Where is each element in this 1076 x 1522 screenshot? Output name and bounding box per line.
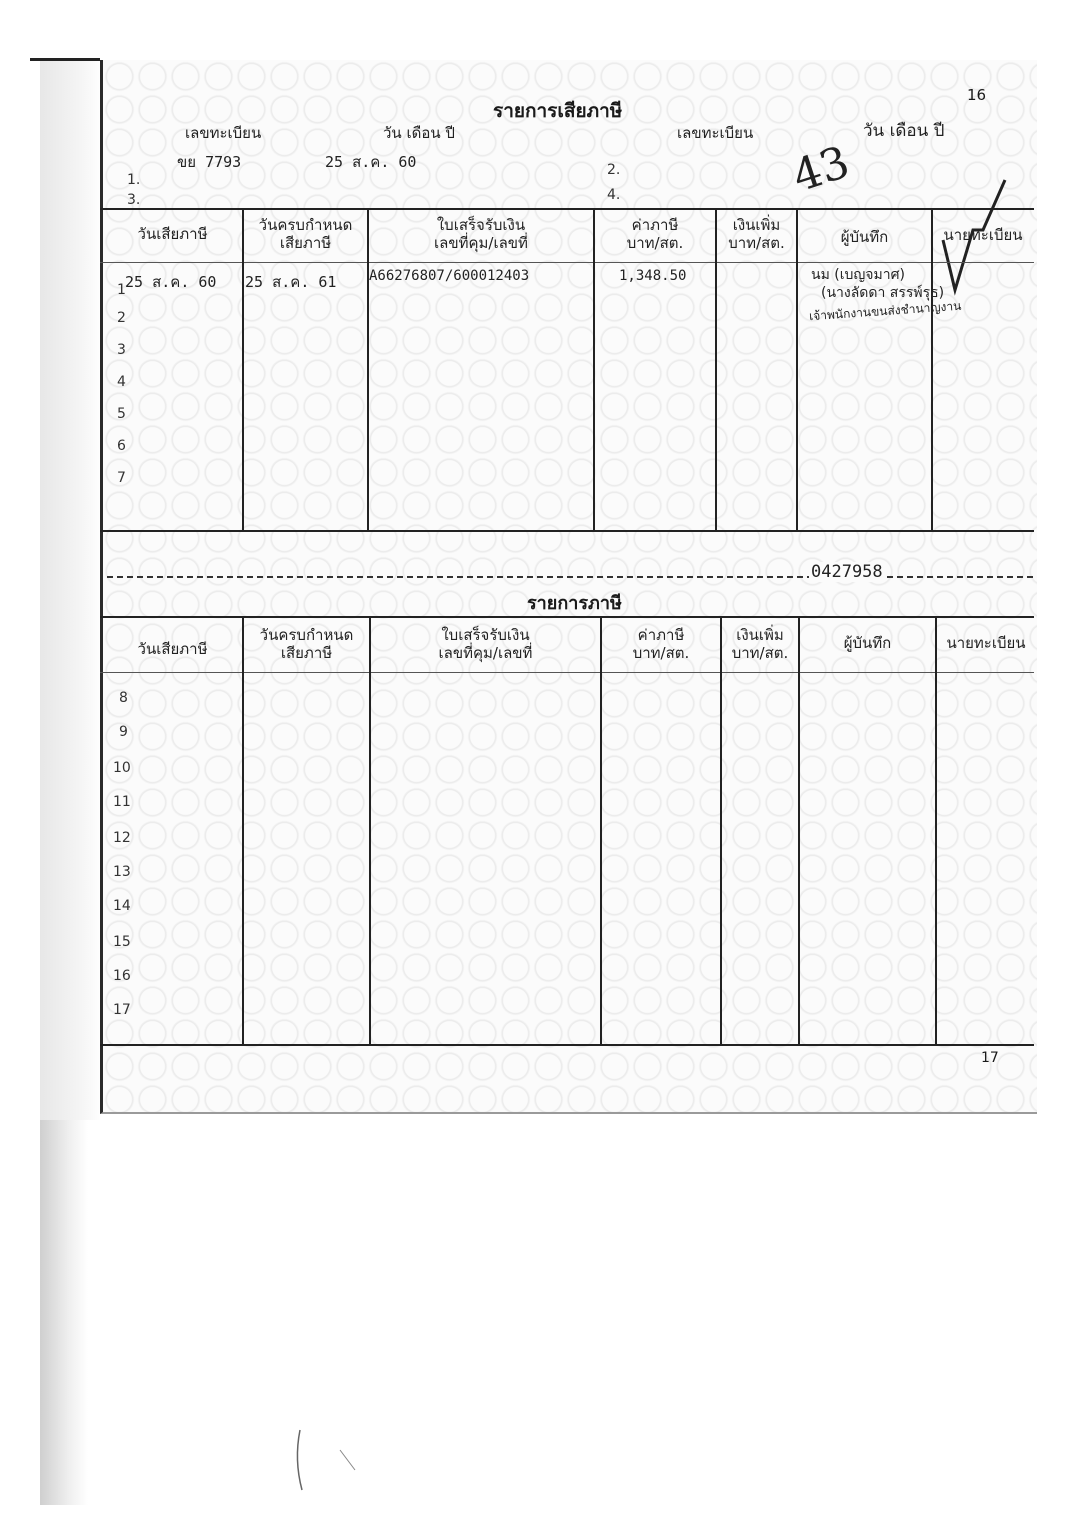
reg-date-1: 25 ส.ค. 60 bbox=[325, 153, 417, 171]
handwritten-mark: 43 bbox=[786, 136, 856, 203]
lower-col-recorder bbox=[800, 634, 935, 652]
upper-col-sep-2 bbox=[367, 208, 369, 532]
lower-col-tax-line2: บาท/สต. bbox=[632, 644, 690, 662]
upper-row-1-recorder-line2: (นางลัดดา สรรพ์รุธ) bbox=[821, 285, 945, 301]
upper-col-due-date bbox=[244, 216, 367, 252]
page-number-top: 16 bbox=[967, 86, 987, 104]
lower-col-tax-line1: ค่าภาษี bbox=[637, 626, 685, 644]
lower-table-header-bottom bbox=[100, 672, 1034, 673]
upper-col-tax bbox=[595, 216, 715, 252]
upper-row-1-tax: 1,348.50 bbox=[619, 268, 687, 284]
upper-col-sep-4 bbox=[715, 208, 717, 532]
lower-col-sep-6 bbox=[935, 616, 937, 1044]
upper-row-num-7: 7 bbox=[117, 470, 126, 486]
lower-col-pay-date-label: วันเสียภาษี bbox=[137, 640, 208, 658]
upper-col-surcharge-line1: เงินเพิ่ม bbox=[732, 216, 781, 234]
lower-row-num-8: 8 bbox=[119, 690, 128, 706]
lower-row-num-12: 12 bbox=[113, 830, 131, 846]
upper-col-receipt-line2: เลขที่คุม/เลขที่ bbox=[434, 234, 528, 252]
upper-col-sep-6 bbox=[931, 208, 933, 532]
upper-col-sep-3 bbox=[593, 208, 595, 532]
upper-row-num-4: 4 bbox=[117, 374, 126, 390]
lower-title: รายการภาษี bbox=[527, 593, 622, 614]
lower-table-bottom bbox=[100, 1044, 1034, 1046]
upper-col-registrar-label: นายทะเบียน bbox=[943, 226, 1023, 244]
lower-col-surcharge-line2: บาท/สต. bbox=[731, 644, 789, 662]
reg-header-left: เลขทะเบียน bbox=[185, 124, 262, 142]
upper-row-1-due-date: 25 ส.ค. 61 bbox=[245, 273, 337, 291]
reg-value-1: ขย 7793 bbox=[177, 153, 242, 171]
tax-record-page bbox=[100, 60, 1037, 1114]
lower-col-surcharge bbox=[722, 626, 798, 662]
upper-col-sep-1 bbox=[242, 208, 244, 532]
date-header-left: วัน เดือน ปี bbox=[383, 124, 455, 142]
upper-row-num-6: 6 bbox=[117, 438, 126, 454]
reg-num-4: 4. bbox=[607, 187, 621, 203]
lower-row-num-17: 17 bbox=[113, 1002, 131, 1018]
lower-col-sep-4 bbox=[720, 616, 722, 1044]
lower-col-due-date-line2: เสียภาษี bbox=[280, 644, 333, 662]
lower-col-surcharge-line1: เงินเพิ่ม bbox=[736, 626, 784, 644]
upper-col-pay-date-label: วันเสียภาษี bbox=[137, 225, 208, 243]
lower-col-recorder-label: ผู้บันทึก bbox=[843, 634, 892, 652]
lower-col-receipt bbox=[371, 626, 600, 662]
upper-col-sep-5 bbox=[796, 208, 798, 532]
upper-col-due-date-line2: เสียภาษี bbox=[279, 234, 332, 252]
lower-col-due-date-line1: วันครบกำหนด bbox=[259, 626, 354, 644]
upper-row-1-num: 1 bbox=[117, 282, 126, 298]
lower-row-num-16: 16 bbox=[113, 968, 131, 984]
upper-title: รายการเสียภาษี bbox=[493, 100, 623, 122]
divider-serial: 0427958 bbox=[811, 562, 883, 582]
lower-col-sep-5 bbox=[798, 616, 800, 1044]
lower-col-sep-2 bbox=[369, 616, 371, 1044]
lower-col-registrar bbox=[937, 634, 1035, 652]
lower-col-sep-1 bbox=[242, 616, 244, 1044]
upper-table-top bbox=[100, 208, 1034, 210]
upper-row-num-2: 2 bbox=[117, 310, 126, 326]
scan-shadow-bottom bbox=[40, 1120, 88, 1505]
perforation-line bbox=[107, 576, 1033, 578]
lower-col-receipt-line2: เลขที่คุม/เลขที่ bbox=[438, 644, 533, 662]
upper-col-surcharge-line2: บาท/สต. bbox=[728, 234, 785, 252]
lower-row-num-15: 15 bbox=[113, 934, 131, 950]
lower-row-num-10: 10 bbox=[113, 760, 131, 776]
upper-table-bottom bbox=[100, 530, 1034, 532]
upper-col-tax-line2: บาท/สต. bbox=[626, 234, 684, 252]
reg-num-1: 1. bbox=[127, 172, 141, 188]
upper-col-pay-date bbox=[103, 225, 242, 243]
lower-col-tax bbox=[602, 626, 720, 662]
upper-row-num-3: 3 bbox=[117, 342, 126, 358]
upper-col-surcharge bbox=[717, 216, 796, 252]
reg-num-3: 3. bbox=[127, 192, 141, 208]
upper-row-1-recorder-line3: เจ้าพนักงานขนส่งชำนาญงาน bbox=[808, 298, 962, 324]
upper-row-1-pay-date: 25 ส.ค. 60 bbox=[125, 273, 217, 291]
upper-row-1-recorder-line1: นม (เบญจมาศ) bbox=[811, 267, 905, 283]
upper-col-receipt bbox=[369, 216, 593, 252]
page-top-edge bbox=[30, 58, 100, 61]
lower-col-receipt-line1: ใบเสร็จรับเงิน bbox=[441, 626, 530, 644]
reg-num-2: 2. bbox=[607, 162, 621, 178]
lower-row-num-14: 14 bbox=[113, 898, 131, 914]
scan-artifact-marks bbox=[280, 1420, 400, 1510]
lower-col-due-date bbox=[244, 626, 369, 662]
lower-row-num-9: 9 bbox=[119, 724, 128, 740]
lower-row-num-11: 11 bbox=[113, 794, 131, 810]
upper-col-receipt-line1: ใบเสร็จรับเงิน bbox=[436, 216, 526, 234]
date-header-right: วัน เดือน ปี bbox=[863, 121, 945, 141]
lower-col-pay-date bbox=[103, 640, 242, 658]
upper-row-1-receipt: A66276807/600012403 bbox=[369, 268, 530, 284]
upper-col-recorder-label: ผู้บันทึก bbox=[840, 228, 889, 246]
upper-col-tax-line1: ค่าภาษี bbox=[631, 216, 679, 234]
lower-col-registrar-label: นายทะเบียน bbox=[946, 634, 1026, 652]
upper-table-header-bottom bbox=[100, 262, 1034, 263]
reg-header-right: เลขทะเบียน bbox=[677, 124, 754, 142]
upper-col-registrar bbox=[933, 226, 1033, 244]
scan-shadow-top bbox=[40, 60, 102, 1120]
lower-col-sep-3 bbox=[600, 616, 602, 1044]
lower-table-top bbox=[100, 616, 1034, 618]
upper-col-due-date-line1: วันครบกำหนด bbox=[258, 216, 353, 234]
page-number-bottom: 17 bbox=[981, 1050, 999, 1066]
upper-col-recorder bbox=[798, 228, 931, 246]
lower-row-num-13: 13 bbox=[113, 864, 131, 880]
upper-row-num-5: 5 bbox=[117, 406, 126, 422]
